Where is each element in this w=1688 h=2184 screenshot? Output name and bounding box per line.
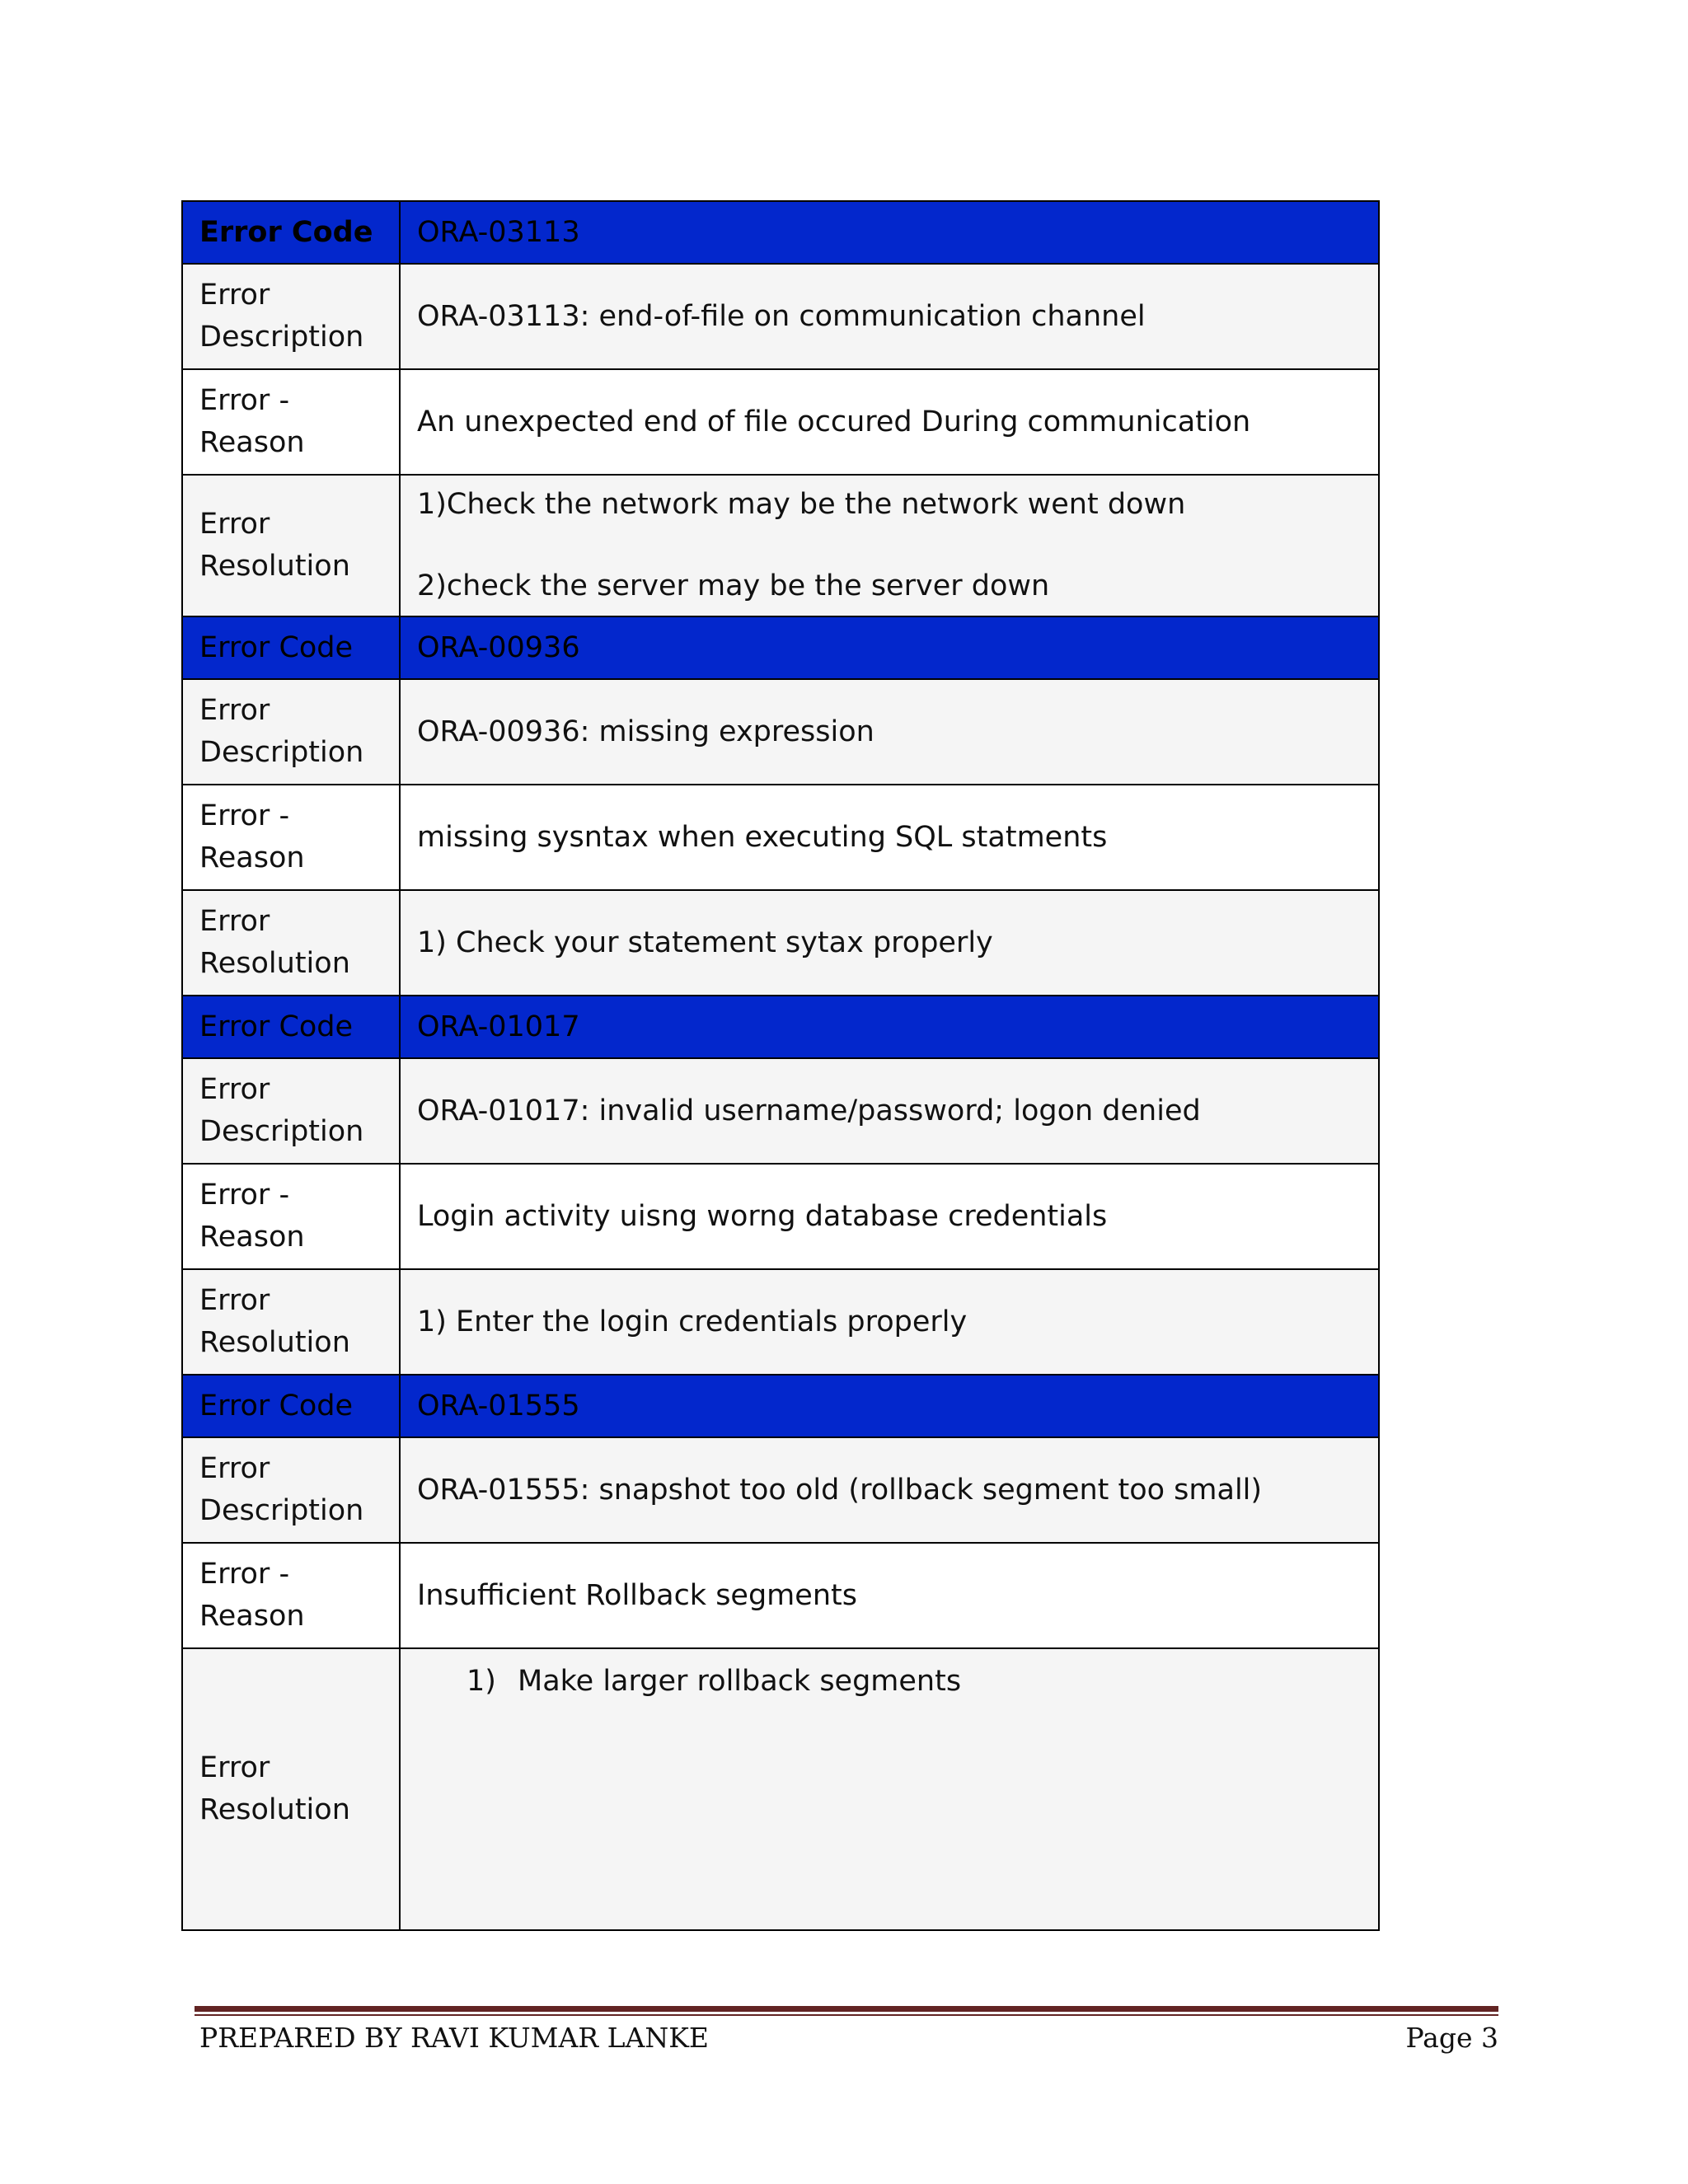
error-code-label: Error Code [182,616,400,679]
resolution-line: 1)Check the network may be the network went down [417,488,1186,521]
error-description-label: Error Description [182,679,400,785]
error-resolution-row [182,1269,1379,1375]
error-reason-row [182,369,1379,475]
error-reason-value: Login activity uisng worng database credentials [400,1164,1379,1269]
error-resolution-label: Error Resolution [182,475,400,616]
list-text: Make larger rollback segments [518,1665,962,1698]
error-code-label: Error Code [182,201,400,264]
error-reason-row [182,785,1379,890]
list-number: 1) [467,1665,496,1698]
error-code-label: Error Code [182,996,400,1058]
error-description-value: ORA-03113: end-of-file on communication channel [400,264,1379,369]
error-code-value: ORA-01555 [400,1375,1379,1437]
error-reason-label: Error - Reason [182,369,400,475]
error-resolution-label: Error Resolution [182,1648,400,1930]
error-code-row [182,996,1379,1058]
error-description-row [182,1437,1379,1543]
error-resolution-row [182,1648,1379,1930]
error-resolution-value: 1) Check your statement sytax properly [400,890,1379,996]
error-description-value: ORA-01555: snapshot too old (rollback segment too small) [400,1437,1379,1543]
error-resolution-label: Error Resolution [182,1269,400,1375]
resolution-list-item [417,1661,1362,1703]
footer-prepared-by: PREPARED BY RAVI KUMAR LANKE [199,2022,709,2054]
error-description-value: ORA-01017: invalid username/password; logon denied [400,1058,1379,1164]
error-resolution-row [182,475,1379,616]
error-description-row [182,679,1379,785]
error-code-label: Error Code [182,1375,400,1437]
error-resolution-label: Error Resolution [182,890,400,996]
error-description-label: Error Description [182,264,400,369]
error-description-row [182,264,1379,369]
error-description-label: Error Description [182,1437,400,1543]
error-reason-value: missing sysntax when executing SQL statments [400,785,1379,890]
error-reason-value: An unexpected end of file occured During communication [400,369,1379,475]
error-reason-label: Error - Reason [182,1543,400,1648]
footer-rule-thin [195,2014,1498,2016]
error-resolution-value [400,475,1379,616]
error-code-row [182,1375,1379,1437]
error-code-row [182,616,1379,679]
error-reason-row [182,1164,1379,1269]
error-description-row [182,1058,1379,1164]
error-reason-value: Insufficient Rollback segments [400,1543,1379,1648]
error-resolution-value: 1) Enter the login credentials properly [400,1269,1379,1375]
error-description-value: ORA-00936: missing expression [400,679,1379,785]
error-code-table [181,200,1380,1931]
error-description-label: Error Description [182,1058,400,1164]
error-reason-label: Error - Reason [182,785,400,890]
error-resolution-value [400,1648,1379,1930]
error-code-value: ORA-03113 [400,201,1379,264]
footer-page-number: Page 3 [1405,2022,1498,2054]
error-resolution-row [182,890,1379,996]
error-reason-label: Error - Reason [182,1164,400,1269]
resolution-line: 2)check the server may be the server down [417,569,1050,602]
error-reason-row [182,1543,1379,1648]
error-code-row [182,201,1379,264]
error-code-value: ORA-01017 [400,996,1379,1058]
error-code-value: ORA-00936 [400,616,1379,679]
footer-rule [195,2006,1498,2012]
